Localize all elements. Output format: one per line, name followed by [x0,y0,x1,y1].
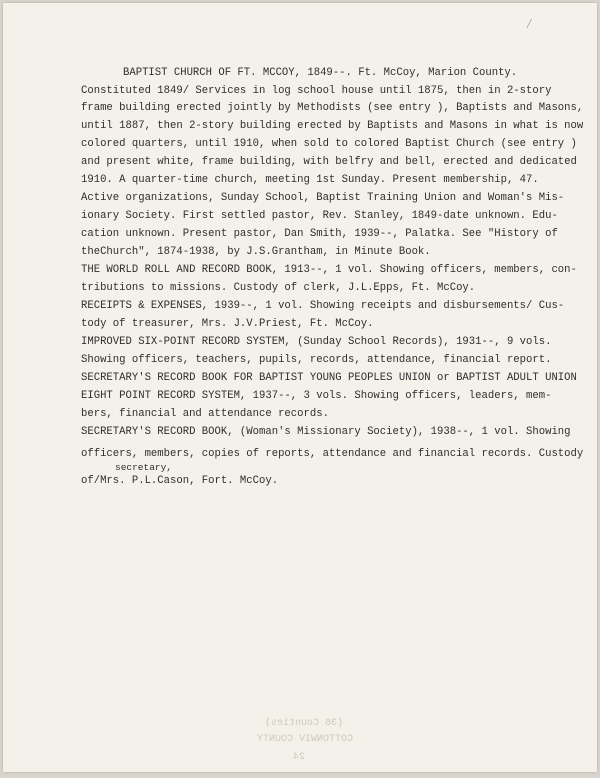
text-line: of/Mrs. P.L.Cason, Fort. McCoy. [81,475,279,487]
text-line: officers, members, copies of reports, attendance and financial records. Custody [81,448,584,460]
bleed-through-text: (36 Counties) [265,718,344,729]
record-title: SECRETARY'S RECORD BOOK, (Woman's Missionary Society), 1938--, 1 vol. Showing [81,426,571,438]
text-line: cation unknown. Present pastor, Dan Smith, 1939--, Palatka. See "History of [81,228,558,240]
text-line: until 1887, then 2-story building erected by Baptists and Masons in what is now [81,120,584,132]
text-line: Active organizations, Sunday School, Baptist Training Union and Woman's Mis- [81,192,565,204]
bleed-through-text: COTTONWIV COUNTY [257,734,354,745]
bleed-through-page-number: 24 [293,752,306,763]
text-line: tody of treasurer, Mrs. J.V.Priest, Ft. McCoy. [81,318,374,330]
record-title: SECRETARY'S RECORD BOOK FOR BAPTIST YOUNG PEOPLES UNION or BAPTIST ADULT UNION [81,372,577,384]
text-line: EIGHT POINT RECORD SYSTEM, 1937--, 3 vols. Showing officers, leaders, mem- [81,390,552,402]
text-line: 1910. A quarter-time church, meeting 1st Sunday. Present membership, 47. [81,174,539,186]
interlinear-insertion: secretary, [115,462,173,473]
document-page [3,3,597,772]
text-line: Constituted 1849/ Services in log school house until 1875, then in 2-story [81,85,552,97]
record-title: IMPROVED SIX-POINT RECORD SYSTEM, (Sunday School Records), 1931--, 9 vols. [81,336,552,348]
text-line: tributions to missions. Custody of clerk, J.L.Epps, Ft. McCoy. [81,282,476,294]
corner-mark-icon: ⁄ [525,17,534,33]
text-line: colored quarters, until 1910, when sold to colored Baptist Church (see entry ) [81,138,577,150]
text-line: theChurch", 1874-1938, by J.S.Grantham, in Minute Book. [81,246,431,258]
record-title: THE WORLD ROLL AND RECORD BOOK, 1913--, 1 vol. Showing officers, members, con- [81,264,577,276]
text-line: ionary Society. First settled pastor, Rev. Stanley, 1849-date unknown. Edu- [81,210,558,222]
text-line: Showing officers, teachers, pupils, records, attendance, financial report. [81,354,552,366]
text-line: and present white, frame building, with belfry and bell, erected and dedicated [81,156,577,168]
text-line: frame building erected jointly by Methodists (see entry ), Baptists and Masons, [81,102,584,114]
entry-heading: BAPTIST CHURCH OF FT. MCCOY, 1849--. Ft. McCoy, Marion County. [123,67,518,79]
record-title: RECEIPTS & EXPENSES, 1939--, 1 vol. Showing receipts and disbursements/ Cus- [81,300,565,312]
text-line: bers, financial and attendance records. [81,408,329,420]
